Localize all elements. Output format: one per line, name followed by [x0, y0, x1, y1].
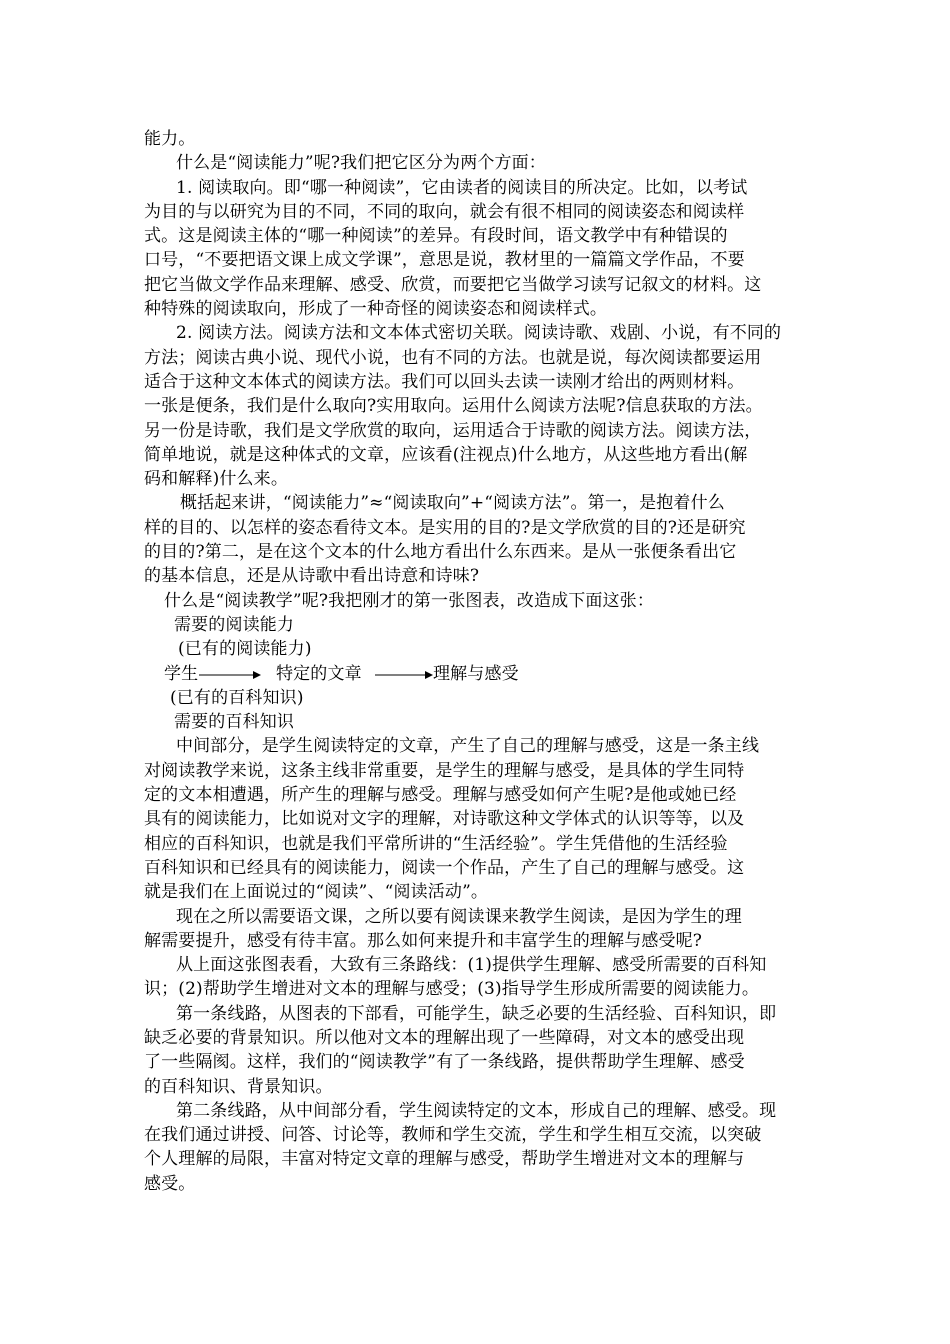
text-line: 感受。: [144, 1173, 196, 1194]
text-line: 简单地说，就是这种体式的文章，应该看(注视点)什么地方，从这些地方看出(解: [144, 444, 748, 465]
text-line: 对阅读教学来说，这条主线非常重要，是学生的理解与感受，是具体的学生同特: [144, 760, 745, 781]
text-line: 在我们通过讲授、问答、讨论等，教师和学生交流，学生和学生相互交流，以突破: [144, 1125, 762, 1146]
diagram-text: 特定的文章: [276, 663, 362, 684]
text-line: 码和解释)什么来。: [144, 469, 288, 490]
diagram-main-row: [144, 662, 804, 686]
text-line: 定的文本相遭遇，所产生的理解与感受。理解与感受如何产生呢?是他或她已经: [144, 785, 737, 806]
text-line: 能力。: [144, 129, 196, 149]
text-line: 口号，“不要把语文课上成文学课”，意思是说，教材里的一篇篇文学作品，不要: [144, 250, 745, 271]
diagram-bottom-label: 需要的百科知识: [174, 712, 295, 733]
text-line: 的目的?第二，是在这个文本的什么地方看出什么东西来。是从一张便条看出它: [144, 542, 737, 563]
text-line: 就是我们在上面说过的“阅读”、“阅读活动”。: [144, 882, 489, 903]
document-page: [144, 127, 804, 1196]
text-line: 百科知识和已经具有的阅读能力，阅读一个作品，产生了自己的理解与感受。这: [144, 857, 745, 878]
text-line: 识；(2)帮助学生增进对文本的理解与感受；(3)指导学生形成所需要的阅读能力。: [144, 979, 760, 1000]
reading-diagram: [144, 613, 804, 734]
text-line: 缺乏必要的背景知识。所以他对文本的理解出现了一些障碍，对文本的感受出现: [144, 1027, 745, 1048]
diagram-student: 学生: [164, 663, 199, 684]
text-line: 现在之所以需要语文课，之所以要有阅读课来教学生阅读，是因为学生的理: [176, 906, 742, 927]
text-line: 的基本信息，还是从诗歌中看出诗意和诗味?: [144, 566, 480, 587]
text-line: 一张是便条，我们是什么取向?实用取向。运用什么阅读方法呢?信息获取的方法。: [144, 396, 763, 417]
text-line: 概括起来讲，“阅读能力”≈“阅读取向”+“阅读方法”。第一，是抱着什么: [180, 493, 725, 514]
text-line: 适合于这种文本体式的阅读方法。我们可以回头去读一读刚才给出的两则材料。: [144, 371, 745, 392]
text-line: 另一份是诗歌，我们是文学欣赏的取向，运用适合于诗歌的阅读方法。阅读方法，: [144, 420, 762, 441]
text-line: 的百科知识、背景知识。: [144, 1076, 333, 1097]
text-line: 式。这是阅读主体的“哪一种阅读”的差异。有段时间，语文教学中有种错误的: [144, 226, 728, 247]
text-line: 种特殊的阅读取向，形成了一种奇怪的阅读姿态和阅读样式。: [144, 299, 608, 320]
text-line: 具有的阅读能力，比如说对文字的理解，对诗歌这种文学体式的认识等等，以及: [144, 809, 745, 830]
text-line: 把它当做文学作品来理解、感受、欣赏，而要把它当做学习读写记叙文的材料。这: [144, 274, 762, 295]
diagram-top-sub: (已有的阅读能力): [178, 639, 312, 660]
arrow-icon: [375, 669, 433, 681]
arrow-icon: [199, 669, 261, 681]
text-line: 样的目的、以怎样的姿态看待文本。是实用的目的?是文学欣赏的目的?还是研究: [144, 517, 746, 538]
diagram-result: 理解与感受: [433, 663, 519, 684]
body-text-top: [144, 127, 804, 613]
text-line: 2. 阅读方法。阅读方法和文本体式密切关联。阅读诗歌、戏剧、小说，有不同的: [176, 323, 782, 344]
diagram-top-label: 需要的阅读能力: [174, 614, 295, 635]
text-line: 什么是“阅读能力”呢?我们把它区分为两个方面：: [176, 153, 546, 174]
text-line: 方法；阅读古典小说、现代小说，也有不同的方法。也就是说，每次阅读都要运用: [144, 347, 762, 368]
text-line: 相应的百科知识，也就是我们平常所讲的“生活经验”。学生凭借他的生活经验: [144, 833, 728, 854]
text-line: 个人理解的局限，丰富对特定文章的理解与感受，帮助学生增进对文本的理解与: [144, 1149, 745, 1170]
text-line: 为目的与以研究为目的不同，不同的取向，就会有很不相同的阅读姿态和阅读样: [144, 201, 745, 222]
text-line: 1. 阅读取向。即“哪一种阅读”，它由读者的阅读目的所决定。比如，以考试: [176, 177, 748, 198]
diagram-bottom-sub: (已有的百科知识): [170, 687, 304, 708]
body-text-bottom: [144, 734, 804, 1196]
text-line: 第二条线路，从中间部分看，学生阅读特定的文本，形成自己的理解、感受。现: [176, 1100, 777, 1121]
text-line: 中间部分，是学生阅读特定的文章，产生了自己的理解与感受，这是一条主线: [176, 736, 760, 757]
text-line: 什么是“阅读教学”呢?我把刚才的第一张图表，改造成下面这张：: [164, 590, 654, 611]
text-line: 从上面这张图表看，大致有三条路线：(1)提供学生理解、感受所需要的百科知: [176, 955, 767, 976]
text-line: 第一条线路，从图表的下部看，可能学生，缺乏必要的生活经验、百科知识，即: [176, 1003, 777, 1024]
text-line: 解需要提升，感受有待丰富。那么如何来提升和丰富学生的理解与感受呢?: [144, 930, 703, 951]
text-line: 了一些隔阂。这样，我们的“阅读教学”有了一条线路，提供帮助学生理解、感受: [144, 1052, 745, 1073]
